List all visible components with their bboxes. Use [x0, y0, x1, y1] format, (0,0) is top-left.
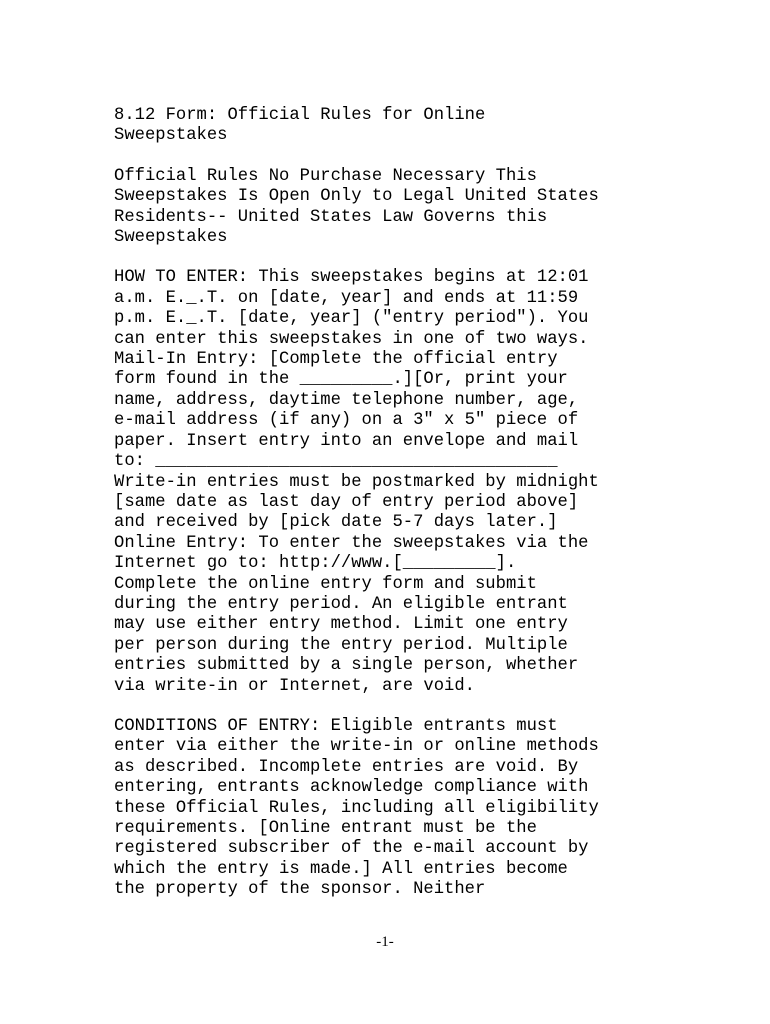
- subtitle-line: Sweepstakes Is Open Only to Legal United States: [114, 187, 599, 207]
- how-to-enter-section: [114, 268, 674, 697]
- conditions-line: as described. Incomplete entries are void. By: [114, 757, 579, 777]
- subtitle-paragraph: [114, 167, 674, 249]
- how-to-enter-line: Write-in entries must be postmarked by midnight: [114, 472, 599, 492]
- conditions-line: registered subscriber of the e-mail account by: [114, 839, 589, 859]
- conditions-line: the property of the sponsor. Neither: [114, 880, 486, 900]
- conditions-line: which the entry is made.] All entries become: [114, 859, 568, 879]
- how-to-enter-line: form found in the _________.][Or, print your: [114, 370, 568, 390]
- how-to-enter-line: e-mail address (if any) on a 3" x 5" piece of: [114, 411, 579, 431]
- conditions-line: these Official Rules, including all eligibility: [114, 798, 599, 818]
- conditions-line: enter via either the write-in or online methods: [114, 737, 599, 757]
- how-to-enter-line: p.m. E._.T. [date, year] ("entry period"). You: [114, 309, 589, 329]
- document-body: [114, 106, 674, 921]
- how-to-enter-line: name, address, daytime telephone number, age,: [114, 390, 579, 410]
- how-to-enter-line: can enter this sweepstakes in one of two ways.: [114, 329, 589, 349]
- how-to-enter-line: Internet go to: http://www.[_________].: [114, 554, 517, 574]
- conditions-line: entering, entrants acknowledge compliance with: [114, 778, 589, 798]
- conditions-section: [114, 717, 674, 901]
- how-to-enter-line: per person during the entry period. Multiple: [114, 635, 568, 655]
- how-to-enter-line: Complete the online entry form and submit: [114, 574, 537, 594]
- title-line: Sweepstakes: [114, 126, 228, 146]
- subtitle-line: Residents-- United States Law Governs this: [114, 207, 548, 227]
- how-to-enter-line: and received by [pick date 5-7 days later.]: [114, 513, 558, 533]
- title-line: 8.12 Form: Official Rules for Online: [114, 106, 486, 125]
- subtitle-line: Sweepstakes: [114, 228, 228, 248]
- how-to-enter-line: a.m. E._.T. on [date, year] and ends at 11:59: [114, 288, 579, 308]
- how-to-enter-line: paper. Insert entry into an envelope and mail: [114, 431, 579, 451]
- how-to-enter-line: HOW TO ENTER: This sweepstakes begins at 12:01: [114, 268, 589, 288]
- subtitle-line: Official Rules No Purchase Necessary This: [114, 166, 537, 186]
- how-to-enter-line: to: _______________________________________: [114, 452, 558, 472]
- how-to-enter-line: may use either entry method. Limit one entry: [114, 615, 568, 635]
- how-to-enter-line: during the entry period. An eligible entrant: [114, 594, 568, 614]
- conditions-line: CONDITIONS OF ENTRY: Eligible entrants must: [114, 716, 558, 736]
- how-to-enter-line: Mail-In Entry: [Complete the official entry: [114, 350, 558, 370]
- conditions-line: requirements. [Online entrant must be the: [114, 819, 537, 838]
- page-number: -1-: [376, 934, 394, 950]
- how-to-enter-line: [same date as last day of entry period above]: [114, 492, 579, 512]
- how-to-enter-line: entries submitted by a single person, whether: [114, 656, 579, 676]
- document-title: [114, 106, 674, 147]
- how-to-enter-line: via write-in or Internet, are void.: [114, 676, 475, 696]
- how-to-enter-line: Online Entry: To enter the sweepstakes via the: [114, 533, 589, 553]
